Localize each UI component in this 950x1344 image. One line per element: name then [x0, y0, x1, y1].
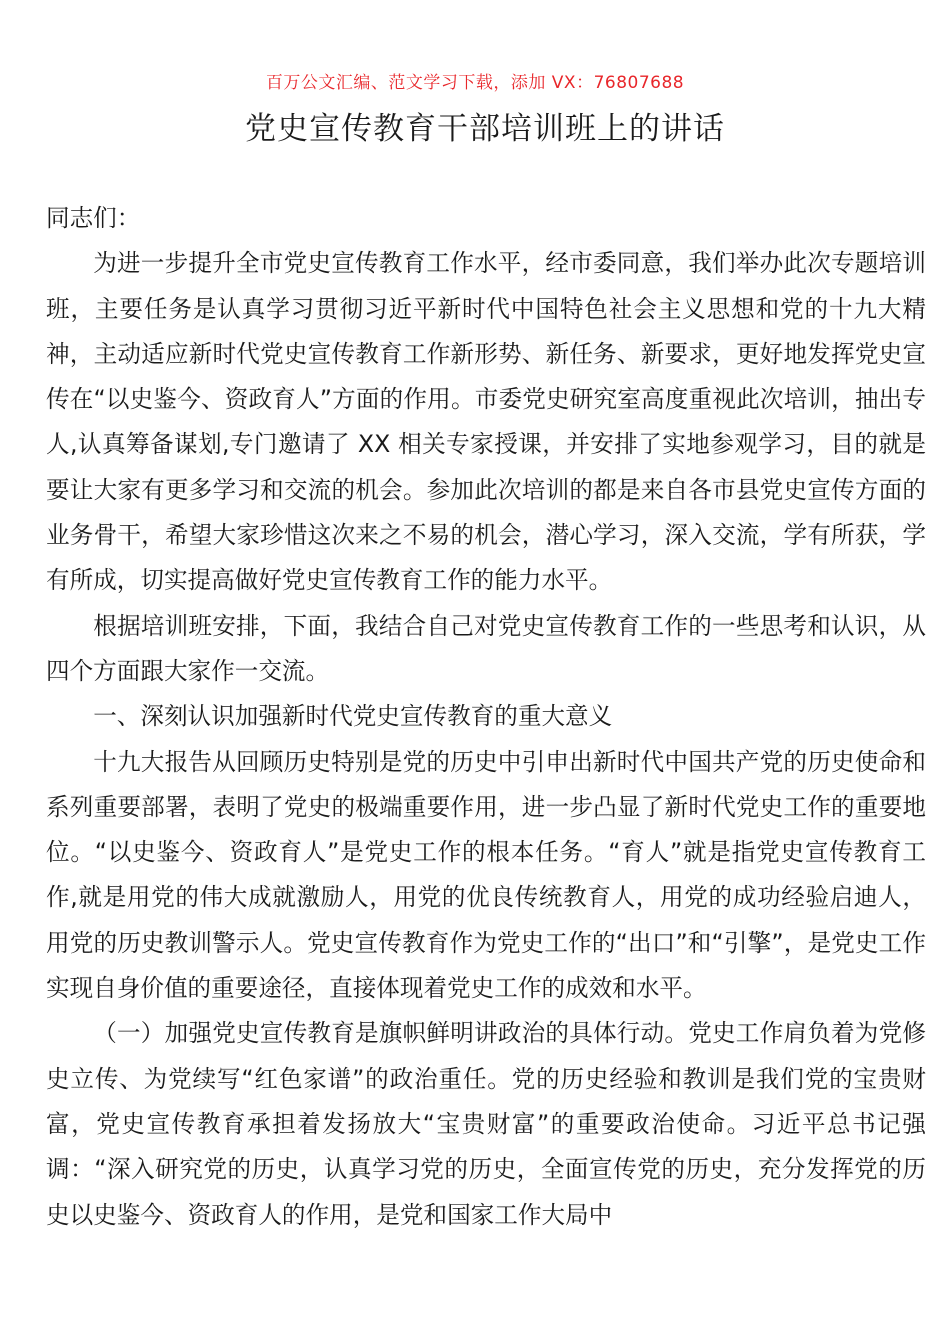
paragraph: 根据培训班安排，下面，我结合自己对党史宣传教育工作的一些思考和认识，从四个方面跟大家作一交流。 — [46, 611, 926, 685]
paragraph: 十九大报告从回顾历史特别是党的历史中引申出新时代中国共产党的历史使命和系列重要部署，表明了党史的极端重要作用，进一步凸显了新时代党史工作的重要地位。“以史鉴今、资政育人”是党史工作的根本任务。“育人”就是指党史宣传教育工作,就是用党的伟大成就激励人，用党的优良传统教育人，用党的成功经验启迪人，用党的历史教训警示人。党史宣传教育作为党史工作的“出口”和“引擎”，是党史工作实现自身价值的重要途径，直接体现着党史工作的成效和水平。 — [46, 747, 926, 1003]
header-note: 百万公文汇编、范文学习下载，添加 VX：76807688 — [265, 73, 685, 93]
paragraph: （一）加强党史宣传教育是旗帜鲜明讲政治的具体行动。党史工作肩负着为党修史立传、为党续写“红色家谱”的政治重任。党的历史经验和教训是我们党的宝贵财富，党史宣传教育承担着发扬放大“宝贵财富”的重要政治使命。习近平总书记强调：“深入研究党的历史，认真学习党的历史，全面宣传党的历史，充分发挥党的历史以史鉴今、资政育人的作用，是党和国家工作大局中 — [46, 1019, 926, 1229]
document-title: 党史宣传教育干部培训班上的讲话 — [245, 111, 725, 147]
document-body — [46, 196, 926, 1238]
salutation: 同志们： — [46, 204, 141, 232]
section-heading: 一、深刻认识加强新时代党史宣传教育的重大意义 — [93, 702, 613, 731]
paragraph: 为进一步提升全市党史宣传教育工作水平，经市委同意，我们举办此次专题培训班，主要任务是认真学习贯彻习近平新时代中国特色社会主义思想和党的十九大精神，主动适应新时代党史宣传教育工作新形势、新任务、新要求，更好地发挥党史宣传在“以史鉴今、资政育人”方面的作用。市委党史研究室高度重视此次培训，抽出专人,认真筹备谋划,专门邀请了 XX 相关专家授课，并安排了实地参观学习，目的就是要让大家有更多学习和交流的机会。参加此次培训的都是来自各市县党史宣传方面的业务骨干，希望大家珍惜这次来之不易的机会，潜心学习，深入交流，学有所获，学有所成，切实提高做好党史宣传教育工作的能力水平。 — [46, 249, 926, 595]
